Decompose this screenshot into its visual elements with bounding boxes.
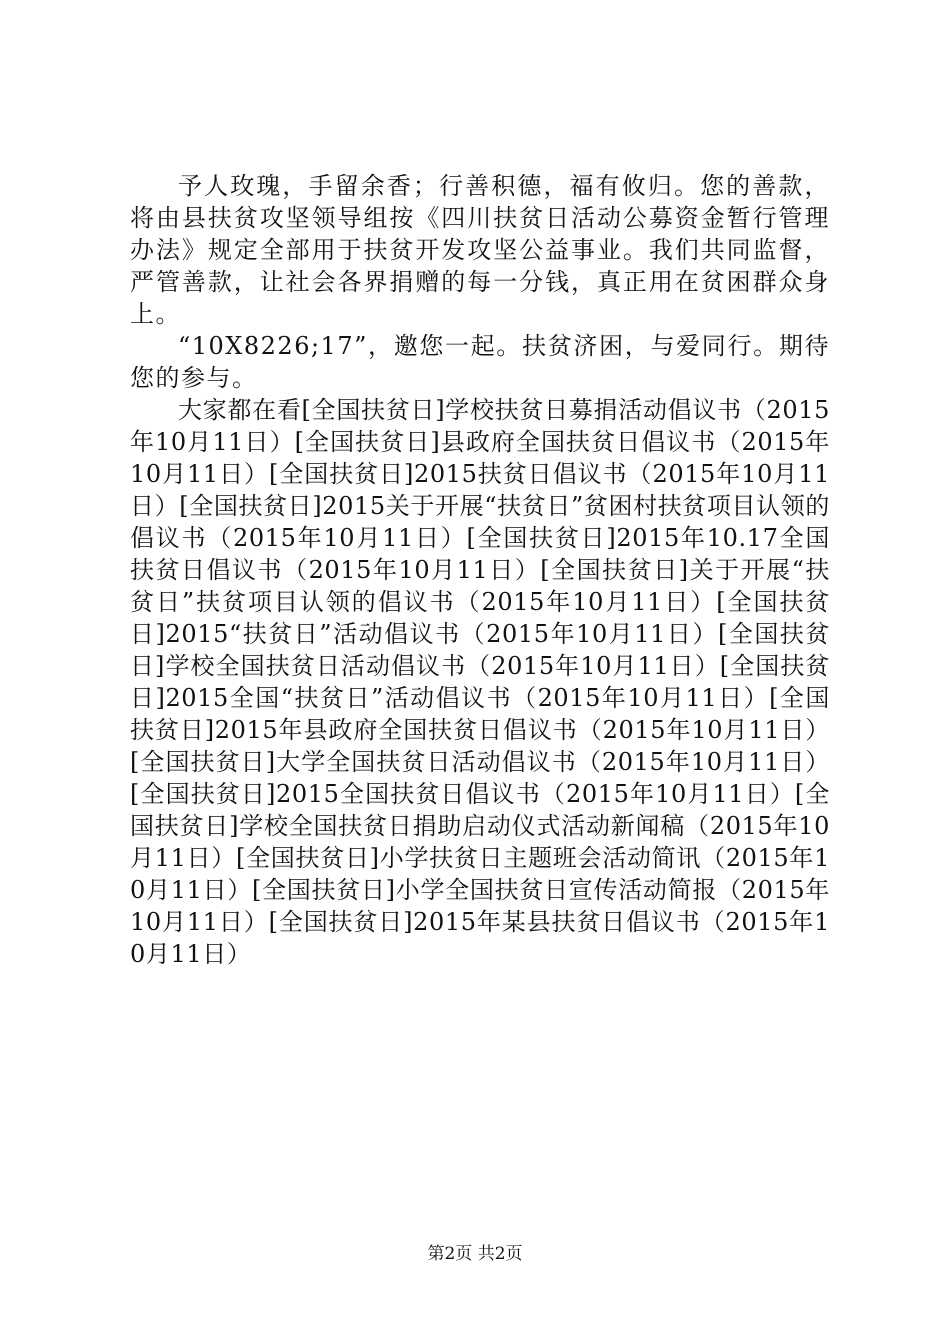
- page-footer: 第2页 共2页: [427, 1244, 523, 1264]
- document-body: [130, 170, 830, 970]
- invitation-paragraph: “10X8226;17”，邀您一起。扶贫济困，与爱同行。期待您的参与。: [130, 332, 830, 392]
- closing-paragraph: 予人玫瑰，手留余香；行善积德，福有攸归。您的善款，将由县扶贫攻坚领导组按《四川扶贫日活动公募资金暂行管理办法》规定全部用于扶贫开发攻坚公益事业。我们共同监督，严管善款，让社会各界捐赠的每一分钱，真正用在贫困群众身上。: [130, 172, 830, 328]
- related-articles-paragraph: 大家都在看[全国扶贫日]学校扶贫日募捐活动倡议书（2015年10月11日）[全国扶贫日]县政府全国扶贫日倡议书（2015年10月11日）[全国扶贫日]2015扶贫日倡议书（2015年10月11日）[全国扶贫日]2015关于开展“扶贫日”贫困村扶贫项目认领的倡议书（2015年10月11日）[全国扶贫日]2015年10.17全国扶贫日倡议书（2015年10月11日）[全国扶贫日]关于开展“扶贫日”扶贫项目认领的倡议书（2015年10月11日）[全国扶贫日]2015“扶贫日”活动倡议书（2015年10月11日）[全国扶贫日]学校全国扶贫日活动倡议书（2015年10月11日）[全国扶贫日]2015全国“扶贫日”活动倡议书（2015年10月11日）[全国扶贫日]2015年县政府全国扶贫日倡议书（2015年10月11日）[全国扶贫日]大学全国扶贫日活动倡议书（2015年10月11日）[全国扶贫日]2015全国扶贫日倡议书（2015年10月11日）[全国扶贫日]学校全国扶贫日捐助启动仪式活动新闻稿（2015年10月11日）[全国扶贫日]小学扶贫日主题班会活动简讯（2015年10月11日）[全国扶贫日]小学全国扶贫日宣传活动简报（2015年10月11日）[全国扶贫日]2015年某县扶贫日倡议书（2015年10月11日）: [130, 396, 830, 968]
